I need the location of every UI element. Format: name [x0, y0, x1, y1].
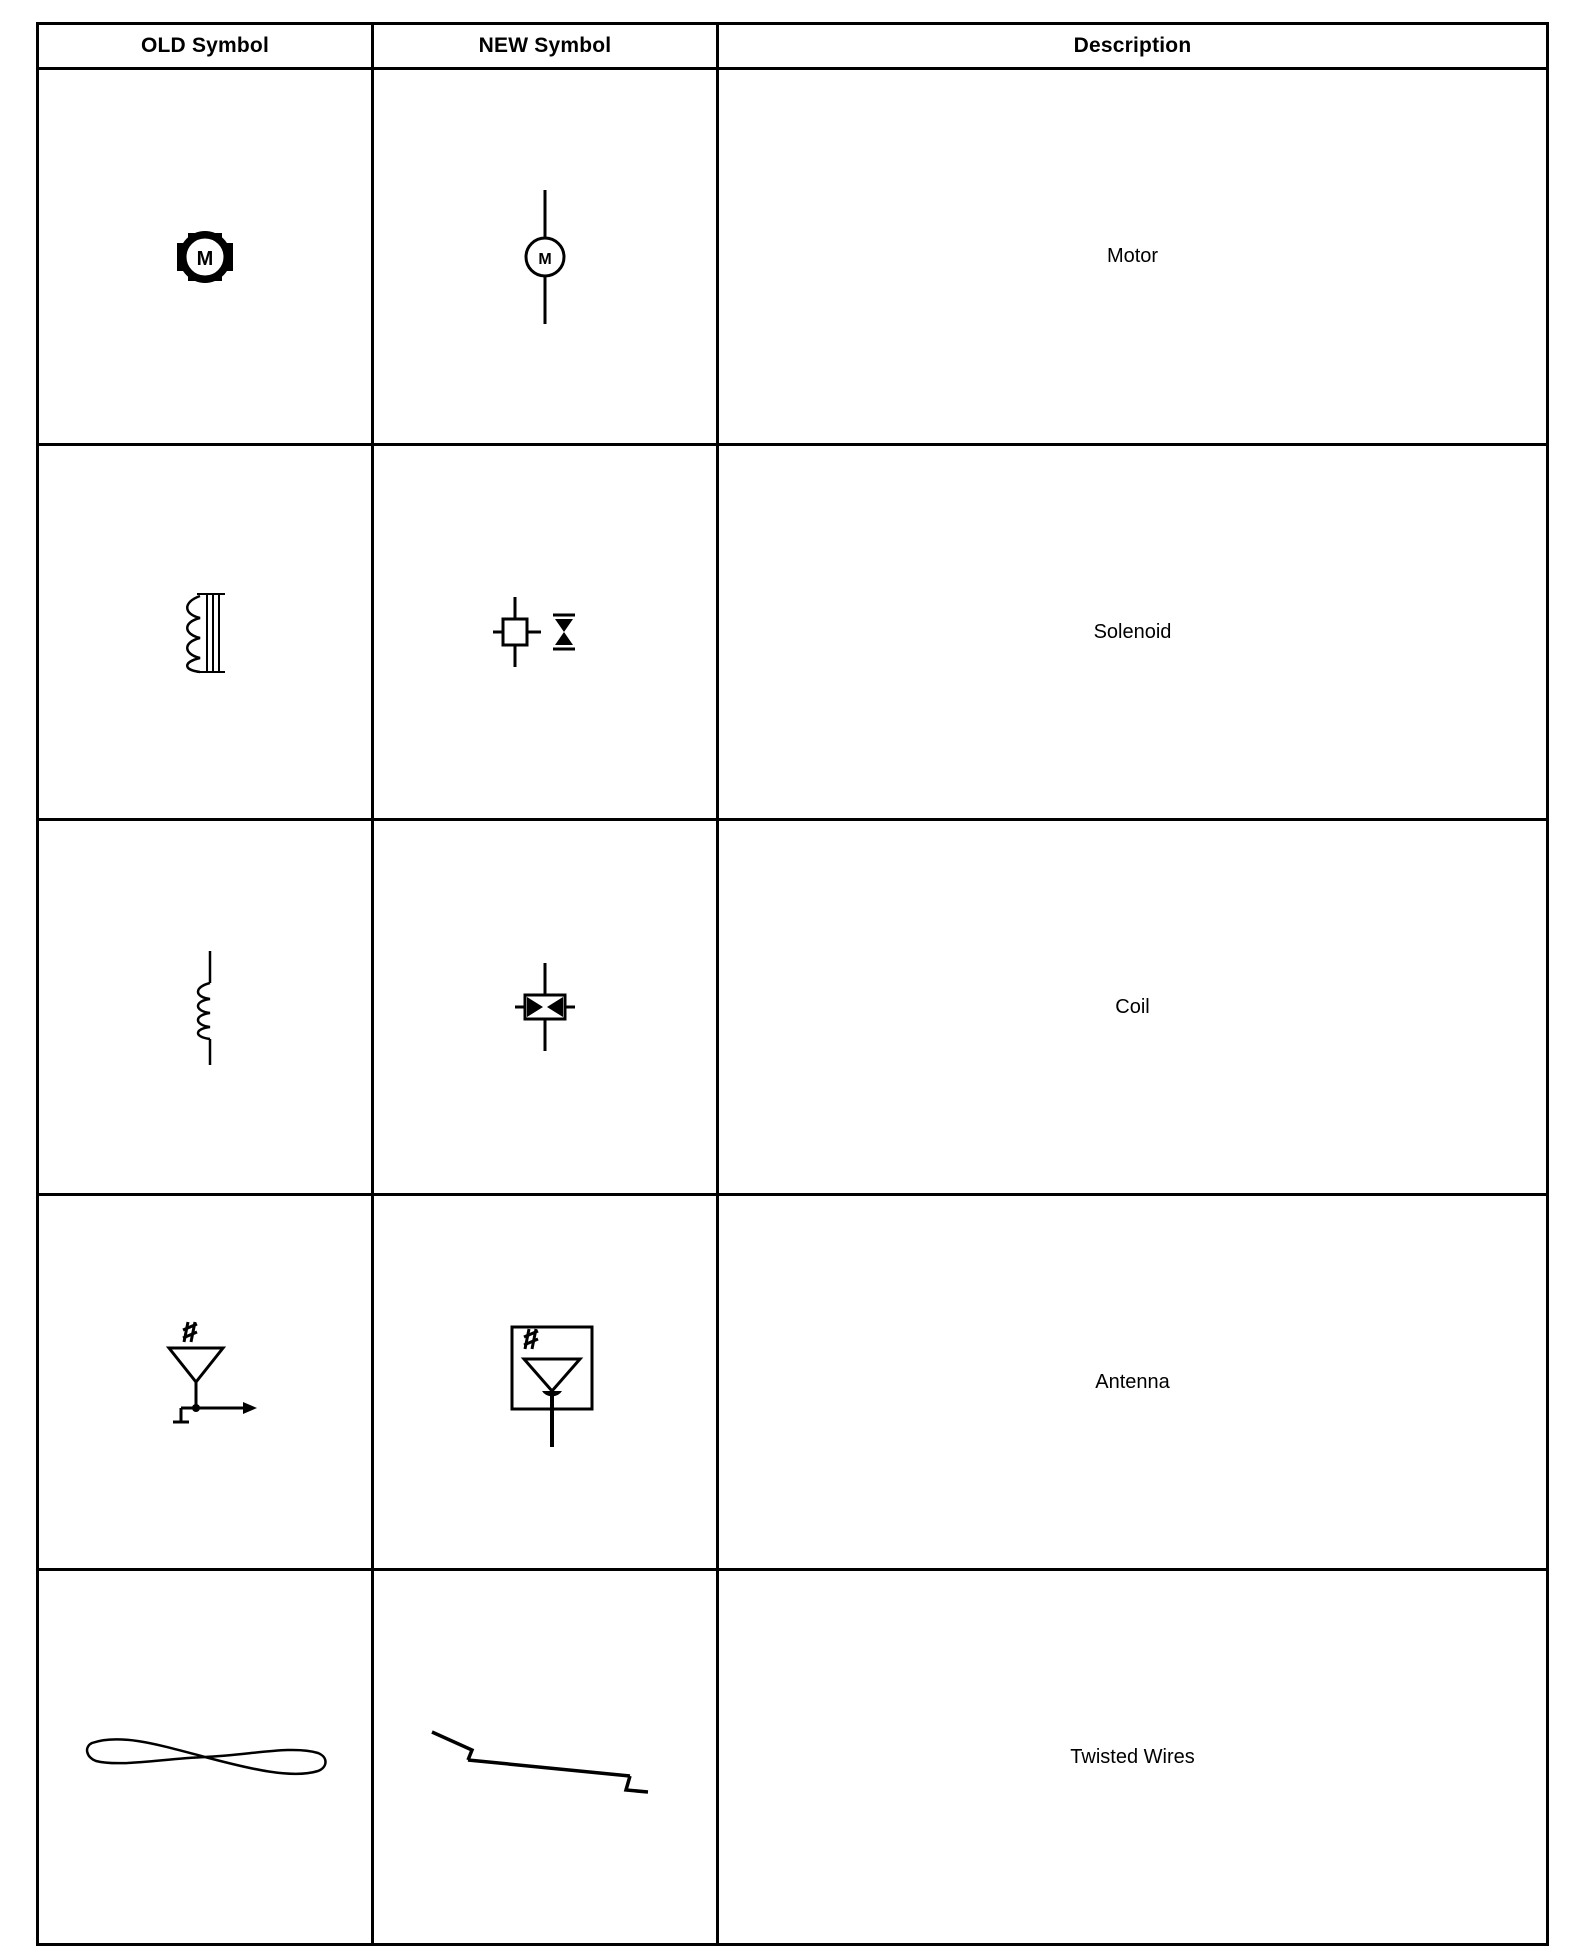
description-cell: Solenoid [718, 445, 1548, 820]
table-row [38, 820, 1548, 1195]
solenoid-new-symbol-cell [373, 445, 718, 820]
table-header [38, 24, 1548, 69]
twisted-wires-new-symbol [374, 1571, 716, 1943]
twisted-wires-old-symbol [39, 1571, 371, 1943]
antenna-new-symbol [374, 1196, 716, 1568]
column-header-new-symbol: NEW Symbol [373, 24, 718, 69]
coil-new-symbol [374, 821, 716, 1193]
svg-text:M: M [196, 247, 214, 270]
motor-old-symbol [39, 70, 371, 443]
description-cell: Antenna [718, 1195, 1548, 1570]
table-row [38, 1195, 1548, 1570]
antenna-old-symbol-cell [38, 1195, 373, 1570]
description-cell: Twisted Wires [718, 1570, 1548, 1945]
column-header-description: Description [718, 24, 1548, 69]
motor-new-symbol [374, 70, 716, 443]
antenna-old-symbol [39, 1196, 371, 1568]
coil-old-symbol-cell [38, 820, 373, 1195]
column-header-old-symbol: OLD Symbol [38, 24, 373, 69]
twisted-wires-new-symbol-cell [373, 1570, 718, 1945]
svg-text:M: M [538, 250, 552, 268]
table-row [38, 69, 1548, 445]
solenoid-old-symbol [39, 446, 371, 818]
solenoid-new-symbol [374, 446, 716, 818]
description-cell: Coil [718, 820, 1548, 1195]
motor-new-symbol-cell [373, 69, 718, 445]
coil-old-symbol [39, 821, 371, 1193]
table-row [38, 445, 1548, 820]
antenna-new-symbol-cell [373, 1195, 718, 1570]
twisted-wires-old-symbol-cell [38, 1570, 373, 1945]
motor-old-symbol-cell [38, 69, 373, 445]
table-header-row [38, 24, 1548, 69]
description-cell: Motor [718, 69, 1548, 445]
coil-new-symbol-cell [373, 820, 718, 1195]
table-body [38, 69, 1548, 1945]
table-row [38, 1570, 1548, 1945]
symbol-comparison-table [36, 22, 1549, 1946]
solenoid-old-symbol-cell [38, 445, 373, 820]
